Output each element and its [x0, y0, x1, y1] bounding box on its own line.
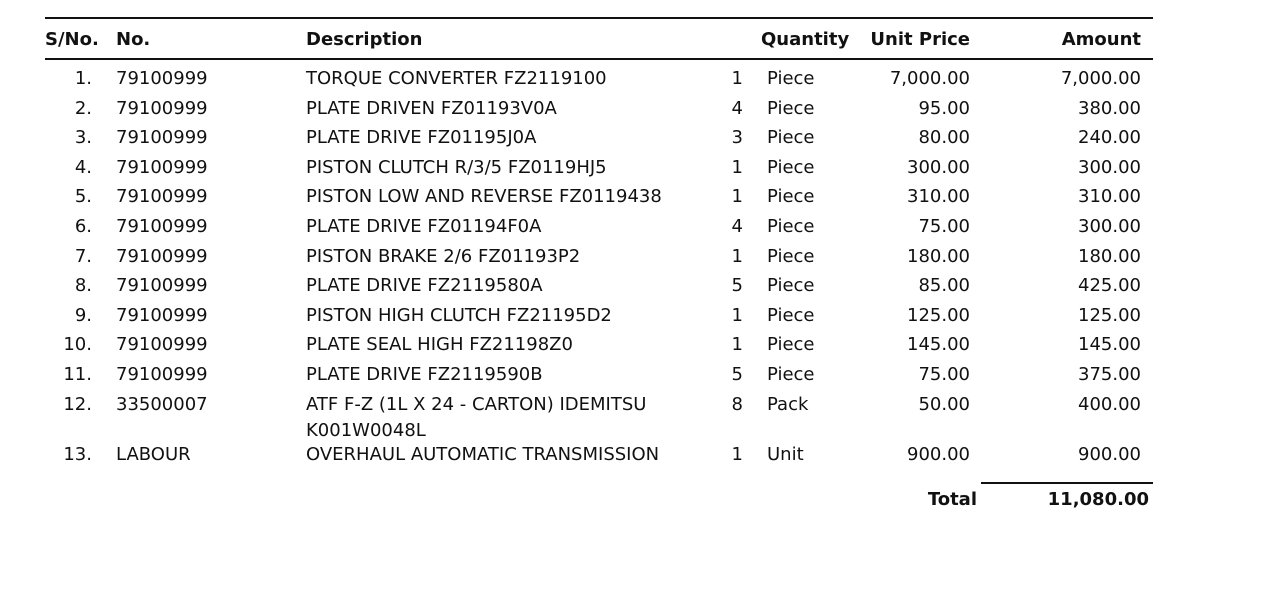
row-description: PLATE DRIVEN FZ01193V0A — [306, 97, 557, 119]
row-amount: 125.00 — [1078, 304, 1141, 326]
row-amount: 300.00 — [1078, 156, 1141, 178]
total-value: 11,080.00 — [1047, 489, 1149, 510]
row-item-no: 79100999 — [116, 334, 208, 356]
row-item-no: 79100999 — [116, 186, 208, 208]
row-amount: 380.00 — [1078, 97, 1141, 119]
row-unit: Piece — [767, 156, 815, 178]
row-sno: 10. — [63, 334, 92, 356]
row-unit-price: 125.00 — [907, 304, 970, 326]
row-unit: Piece — [767, 215, 815, 237]
row-quantity: 8 — [731, 393, 743, 415]
table-row — [45, 303, 1153, 333]
row-sno: 13. — [63, 443, 92, 465]
row-quantity: 1 — [731, 156, 743, 178]
row-description: PLATE DRIVE FZ2119580A — [306, 275, 543, 297]
row-item-no: 79100999 — [116, 245, 208, 267]
total-rule — [981, 482, 1153, 484]
row-unit-price: 75.00 — [918, 363, 970, 385]
row-description: ATF F-Z (1L X 24 - CARTON) IDEMITSU K001W0048L — [306, 393, 647, 441]
row-unit-price: 80.00 — [918, 127, 970, 149]
row-amount: 7,000.00 — [1060, 68, 1141, 89]
row-description: TORQUE CONVERTER FZ2119100 — [306, 68, 607, 89]
row-quantity: 4 — [731, 215, 743, 237]
row-item-no: 79100999 — [116, 68, 208, 89]
row-amount: 180.00 — [1078, 245, 1141, 267]
row-unit: Piece — [767, 275, 815, 297]
row-unit-price: 900.00 — [907, 443, 970, 465]
table-row — [45, 125, 1153, 155]
row-amount: 900.00 — [1078, 443, 1141, 465]
row-quantity: 1 — [731, 68, 743, 89]
table-row — [45, 442, 1153, 472]
row-item-no: 79100999 — [116, 304, 208, 326]
header-sno: S/No. — [45, 29, 99, 50]
row-description: PISTON HIGH CLUTCH FZ21195D2 — [306, 304, 612, 326]
row-sno: 5. — [74, 186, 92, 208]
row-item-no: 79100999 — [116, 363, 208, 385]
table-row — [45, 66, 1153, 96]
row-unit: Piece — [767, 363, 815, 385]
row-sno: 4. — [74, 156, 92, 178]
header-no: No. — [116, 29, 151, 50]
row-description: PLATE DRIVE FZ01195J0A — [306, 127, 537, 149]
row-unit: Pack — [767, 393, 809, 415]
row-item-no: 33500007 — [116, 393, 208, 415]
row-quantity: 4 — [731, 97, 743, 119]
row-amount: 310.00 — [1078, 186, 1141, 208]
row-quantity: 3 — [731, 127, 743, 149]
row-unit-price: 95.00 — [918, 97, 970, 119]
row-amount: 400.00 — [1078, 393, 1141, 415]
row-unit: Piece — [767, 186, 815, 208]
row-unit-price: 7,000.00 — [889, 68, 970, 89]
row-item-no: 79100999 — [116, 275, 208, 297]
row-unit: Piece — [767, 127, 815, 149]
row-unit-price: 50.00 — [918, 393, 970, 415]
row-unit-price: 310.00 — [907, 186, 970, 208]
header-quantity: Quantity — [761, 29, 850, 50]
row-description: OVERHAUL AUTOMATIC TRANSMISSION — [306, 443, 660, 465]
row-unit-price: 300.00 — [907, 156, 970, 178]
header-unit-price: Unit Price — [870, 29, 970, 50]
row-unit-price: 145.00 — [907, 334, 970, 356]
row-sno: 8. — [74, 275, 92, 297]
row-description: PISTON BRAKE 2/6 FZ01193P2 — [306, 245, 581, 267]
row-unit-price: 180.00 — [907, 245, 970, 267]
table-row — [45, 332, 1153, 362]
row-sno: 1. — [74, 68, 92, 89]
row-unit: Unit — [767, 443, 804, 465]
table-row — [45, 273, 1153, 303]
row-description: PLATE DRIVE FZ2119590B — [306, 363, 543, 385]
row-quantity: 1 — [731, 304, 743, 326]
table-row — [45, 96, 1153, 126]
row-amount: 375.00 — [1078, 363, 1141, 385]
row-item-no: 79100999 — [116, 215, 208, 237]
row-unit: Piece — [767, 245, 815, 267]
row-quantity: 5 — [731, 363, 743, 385]
header-bottom-rule — [45, 58, 1153, 60]
row-quantity: 1 — [731, 443, 743, 465]
row-sno: 7. — [74, 245, 92, 267]
row-unit-price: 75.00 — [918, 215, 970, 237]
header-description: Description — [306, 29, 423, 50]
row-amount: 300.00 — [1078, 215, 1141, 237]
row-sno: 6. — [74, 215, 92, 237]
row-sno: 3. — [74, 127, 92, 149]
row-unit: Piece — [767, 304, 815, 326]
row-quantity: 1 — [731, 334, 743, 356]
row-item-no: 79100999 — [116, 97, 208, 119]
header-amount: Amount — [1061, 29, 1141, 50]
table-row — [45, 184, 1153, 214]
row-description: PISTON LOW AND REVERSE FZ0119438 — [306, 186, 662, 208]
row-unit: Piece — [767, 68, 815, 89]
table-row — [45, 362, 1153, 392]
row-quantity: 1 — [731, 245, 743, 267]
table-row — [45, 214, 1153, 244]
table-top-rule — [45, 17, 1153, 19]
row-item-no: LABOUR — [116, 443, 191, 465]
table-row — [45, 155, 1153, 185]
total-label: Total — [927, 489, 977, 510]
row-amount: 145.00 — [1078, 334, 1141, 356]
row-sno: 12. — [63, 393, 92, 415]
row-item-no: 79100999 — [116, 156, 208, 178]
row-unit: Piece — [767, 97, 815, 119]
table-row — [45, 392, 1153, 442]
row-description: PLATE SEAL HIGH FZ21198Z0 — [306, 334, 573, 356]
row-sno: 9. — [74, 304, 92, 326]
row-sno: 11. — [63, 363, 92, 385]
row-amount: 425.00 — [1078, 275, 1141, 297]
row-amount: 240.00 — [1078, 127, 1141, 149]
row-description: PISTON CLUTCH R/3/5 FZ0119HJ5 — [306, 156, 607, 178]
row-quantity: 1 — [731, 186, 743, 208]
row-item-no: 79100999 — [116, 127, 208, 149]
row-unit: Piece — [767, 334, 815, 356]
row-quantity: 5 — [731, 275, 743, 297]
row-sno: 2. — [74, 97, 92, 119]
table-body — [45, 66, 1153, 471]
table-row — [45, 244, 1153, 274]
row-unit-price: 85.00 — [918, 275, 970, 297]
row-description: PLATE DRIVE FZ01194F0A — [306, 215, 542, 237]
